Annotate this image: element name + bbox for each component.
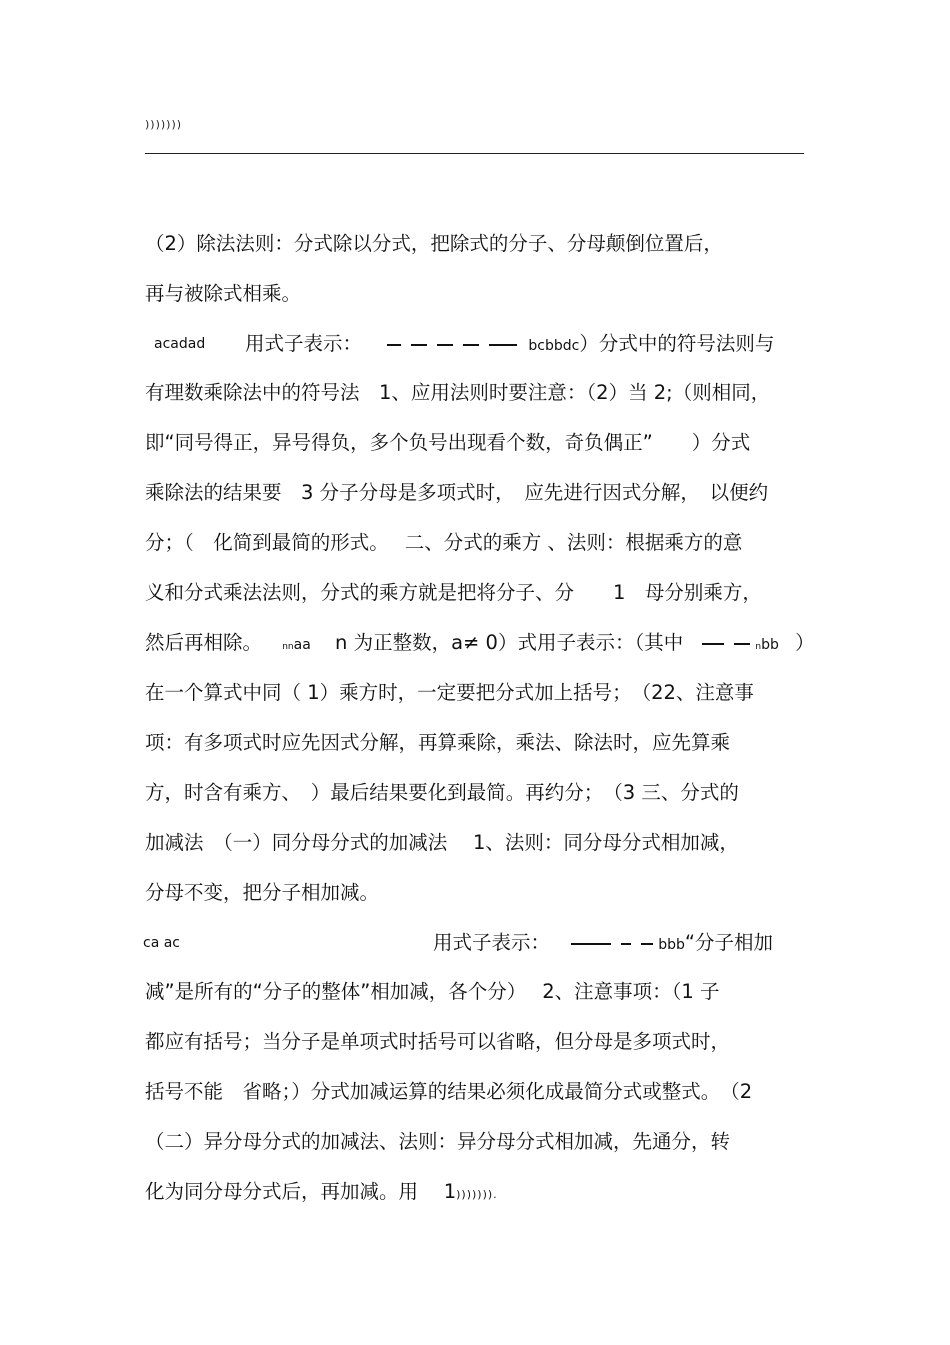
addition-denominators: bbb [658,937,685,953]
formula-line-3 [433,933,773,953]
addition-fraction-bars [566,933,658,953]
power-vars: aa [293,637,311,653]
text-line-13: 加减法 （一）同分母分式的加减法 1、法则：同分母分式相加减， [145,831,739,854]
text-line-2: 再与被除式相乘。 [145,282,302,305]
formula-line-2 [145,633,815,653]
text-line-7: 分；（ 化简到最简的形式。 二、分式的乘方 、法则：根据乘方的意 [145,531,743,554]
text-line-4: 有理数乘除法中的符号法 1、应用法则时要注意：（2）当 2;（则相同， [145,381,771,404]
exponent-n: nn [282,642,294,652]
line20-mark: ))))))). [456,1188,498,1201]
closing-paren: ） [795,631,815,654]
power-fraction-bars [697,633,755,653]
text-line-10: 在一个算式中同（ 1）乘方时，一定要把分式加上括号； （22、注意事 [145,681,754,704]
line9-text-a: 然后再相除。 [145,631,263,654]
addition-label: 用式子表示： [433,931,551,954]
text-line-18: 括号不能 省略；）分式加减运算的结果必须化成最简分式或整式。 （2 [145,1080,753,1103]
text-line-16: 减”是所有的“分子的整体”相加减，各个分） 2、注意事项：（1 子 [145,980,720,1003]
page-header-mark: ))))))) [145,118,183,131]
text-line-8: 义和分式乘法法则，分式的乘方就是把将分子、分 1 母分别乘方， [145,581,762,604]
line20-text: 化为同分母分式后，再加减。用 1 [145,1180,457,1203]
text-line-1: （2）除法法则：分式除以分式，把除式的分子、分母颠倒位置后， [145,232,723,255]
addition-vars: ca ac [143,935,181,951]
formula-rest: ）分式中的符号法则与 [579,332,775,355]
text-line-6: 乘除法的结果要 3 分子分母是多项式时， 应先进行因式分解， 以便约 [145,481,769,504]
addition-rest: “分子相加 [684,931,773,954]
power-denominator: bb [761,637,779,653]
exponent-n-2: n [755,642,762,652]
formula-denominators: bcbbdc [528,338,580,354]
line9-text-b: n 为正整数，a≠ 0）式用子表示：（其中 [335,631,684,654]
text-line-5: 即“同号得正，异号得负，多个负号出现看个数，奇负偶正” ）分式 [145,431,751,454]
formula-label: 用式子表示： [245,332,363,355]
text-line-17: 都应有括号；当分子是单项式时括号可以省略，但分母是多项式时， [145,1030,731,1053]
header-rule [145,153,804,154]
text-line-14: 分母不变，把分子相加减。 [145,881,380,904]
text-line-20 [145,1182,498,1202]
formula-line-1 [245,334,774,354]
text-line-19: （二）异分母分式的加减法、法则：异分母分式相加减，先通分，转 [145,1130,731,1153]
formula-variables: acadad [154,336,206,352]
text-line-12: 方，时含有乘方、 ）最后结果要化到最简。再约分； （3 三、分式的 [145,781,739,804]
text-line-11: 项：有多项式时应先因式分解，再算乘除，乘法、除法时，应先算乘 [145,731,731,754]
fraction-bars [382,334,522,354]
